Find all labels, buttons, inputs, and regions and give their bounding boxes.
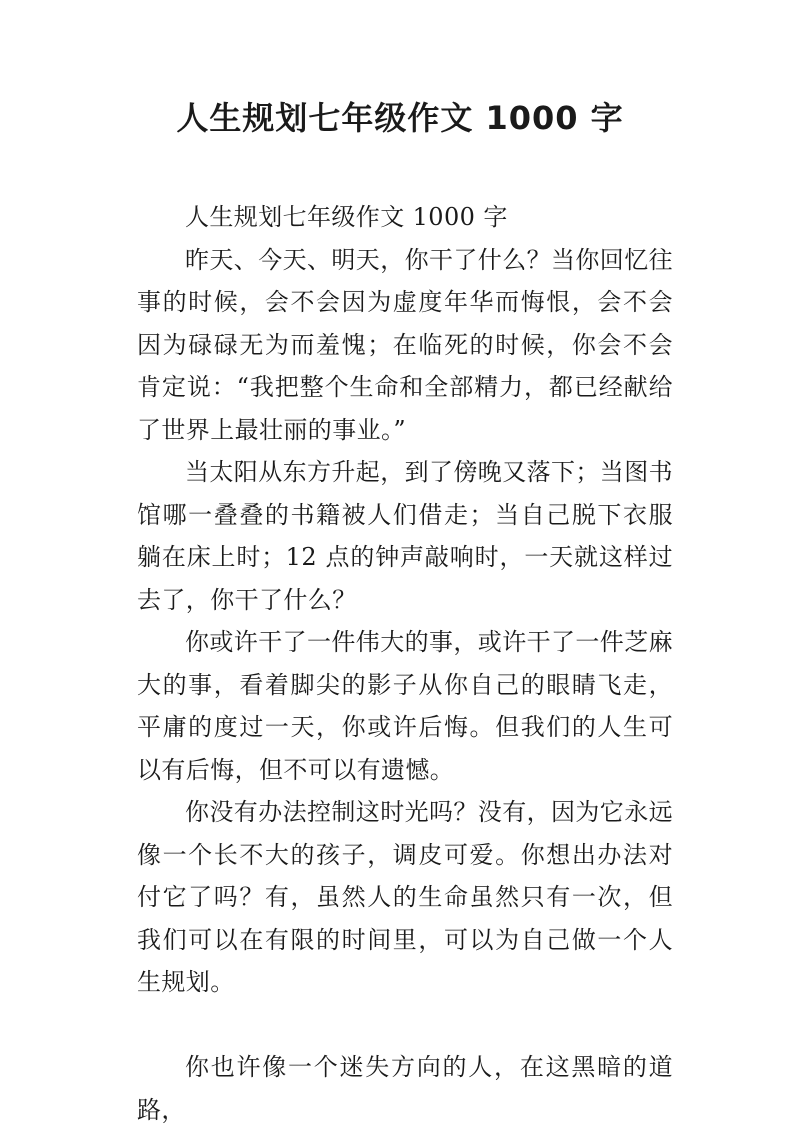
paragraph: 当太阳从东方升起，到了傍晚又落下；当图书馆哪一叠叠的书籍被人们借走；当自己脱下衣服躺在床上时；12 点的钟声敲响时，一天就这样过去了，你干了什么？ <box>137 458 673 614</box>
document-body <box>137 196 673 1131</box>
paragraph: 你也许像一个迷失方向的人，在这黑暗的道路， <box>137 1053 673 1124</box>
paragraph: 你或许干了一件伟大的事，或许干了一件芝麻大的事，看着脚尖的影子从你自己的眼睛飞走，平庸的度过一天，你或许后悔。但我们的人生可以有后悔，但不可以有遗憾。 <box>137 628 673 784</box>
paragraph-subtitle: 人生规划七年级作文 1000 字 <box>185 203 508 231</box>
paragraph: 昨天、今天、明天，你干了什么？当你回忆往事的时候，会不会因为虚度年华而悔恨，会不会因为碌碌无为而羞愧；在临死的时候，你会不会肯定说：“我把整个生命和全部精力，都已经献给了世界上最壮丽的事业。” <box>137 245 673 444</box>
paragraph: 你没有办法控制这时光吗？没有，因为它永远像一个长不大的孩子，调皮可爱。你想出办法对付它了吗？有，虽然人的生命虽然只有一次，但我们可以在有限的时间里，可以为自己做一个人生规划。 <box>137 798 673 996</box>
document-title: 人生规划七年级作文 1000 字 <box>176 99 624 137</box>
